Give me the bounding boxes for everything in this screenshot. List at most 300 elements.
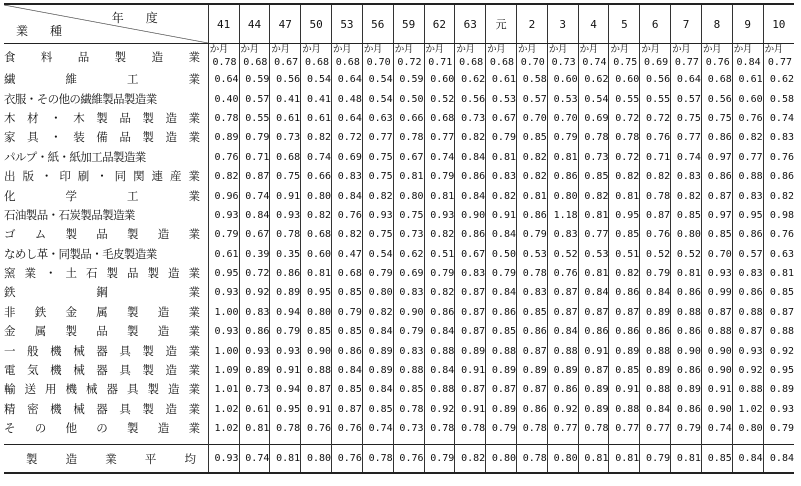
value-cell: 0.59 — [239, 70, 270, 89]
value-cell: 0.82 — [301, 206, 332, 225]
value-cell: 0.74 — [362, 419, 393, 438]
value-cell: 0.93 — [362, 206, 393, 225]
value-cell: 0.60 — [732, 89, 763, 108]
industry-label: 電 気 機 械 器 具 製 造 業 — [4, 363, 200, 378]
value-cell: 0.89 — [671, 380, 702, 399]
value-cell: 0.79 — [671, 419, 702, 438]
table-row — [4, 341, 794, 360]
value-cell: 0.73 — [578, 148, 609, 167]
summary-value-cell: 0.76 — [393, 445, 424, 474]
value-cell: 0.68 — [301, 225, 332, 244]
value-cell: 0.93 — [701, 264, 732, 283]
value-cell: 0.81 — [301, 264, 332, 283]
value-cell: 0.86 — [578, 322, 609, 341]
value-cell: 0.89 — [640, 303, 671, 322]
value-cell: 0.74 — [763, 109, 794, 128]
value-cell: 0.88 — [547, 341, 578, 360]
value-cell: 0.82 — [517, 148, 548, 167]
value-cell: 0.84 — [640, 283, 671, 302]
value-cell: 0.64 — [208, 70, 239, 89]
value-number: 0.77 — [767, 57, 792, 68]
value-cell: 0.57 — [239, 89, 270, 108]
value-cell: 0.78 — [640, 186, 671, 205]
value-cell: 0.87 — [763, 303, 794, 322]
value-cell: 0.93 — [208, 322, 239, 341]
value-number: 0.69 — [644, 57, 669, 68]
value-cell: 0.87 — [732, 322, 763, 341]
value-number: 0.74 — [582, 57, 607, 68]
value-cell: 0.78 — [208, 109, 239, 128]
value-cell: 0.82 — [578, 186, 609, 205]
value-cell: 0.78 — [270, 225, 301, 244]
table-row — [4, 361, 794, 380]
value-cell: 0.81 — [671, 264, 702, 283]
table-row — [4, 225, 794, 244]
value-cell: 0.94 — [270, 303, 301, 322]
value-cell: 0.79 — [424, 264, 455, 283]
value-cell: 0.93 — [763, 400, 794, 419]
value-cell: 0.55 — [239, 109, 270, 128]
table-row — [4, 167, 794, 186]
value-cell: 0.82 — [424, 283, 455, 302]
value-cell: 0.88 — [732, 167, 763, 186]
value-cell: 0.89 — [455, 341, 486, 360]
value-number: 0.72 — [397, 57, 422, 68]
year-header-cell: 56 — [362, 4, 393, 44]
value-cell: 0.61 — [270, 109, 301, 128]
value-cell: 0.80 — [301, 303, 332, 322]
industry-label: そ の 他 の 製 造 業 — [4, 421, 200, 436]
value-cell: 0.87 — [517, 380, 548, 399]
value-cell: 0.81 — [239, 419, 270, 438]
table-row — [4, 303, 794, 322]
value-cell: 0.83 — [455, 264, 486, 283]
value-cell: 0.79 — [393, 322, 424, 341]
value-cell: 0.91 — [301, 400, 332, 419]
value-cell: 0.70 — [701, 245, 732, 264]
value-cell: 0.86 — [270, 264, 301, 283]
value-cell — [547, 44, 578, 71]
corner-year-label: 年度 — [111, 11, 180, 25]
table-row — [4, 44, 794, 71]
value-cell: 0.61 — [486, 70, 517, 89]
table-row — [4, 89, 794, 108]
value-cell: 0.92 — [763, 341, 794, 360]
unit-label: か月 — [487, 44, 506, 55]
value-cell: 0.80 — [732, 419, 763, 438]
unit-label: か月 — [548, 44, 567, 55]
value-cell: 0.70 — [547, 109, 578, 128]
value-cell: 0.74 — [301, 148, 332, 167]
value-cell: 0.86 — [332, 341, 363, 360]
value-cell: 0.69 — [393, 264, 424, 283]
value-cell: 0.85 — [393, 380, 424, 399]
header-row — [4, 4, 794, 44]
summary-value-cell: 0.84 — [763, 445, 794, 474]
industry-label: 鉄 鋼 業 — [4, 285, 200, 300]
value-cell: 0.64 — [332, 70, 363, 89]
value-cell: 0.86 — [547, 380, 578, 399]
value-cell: 0.95 — [609, 206, 640, 225]
value-cell: 0.84 — [640, 400, 671, 419]
value-cell: 0.80 — [301, 186, 332, 205]
value-cell: 0.85 — [332, 380, 363, 399]
value-cell: 0.77 — [547, 419, 578, 438]
corner-header-cell — [4, 4, 208, 44]
value-cell: 0.61 — [732, 70, 763, 89]
value-cell: 0.79 — [486, 419, 517, 438]
value-cell: 0.81 — [578, 264, 609, 283]
value-cell: 0.53 — [578, 245, 609, 264]
value-cell: 0.78 — [609, 128, 640, 147]
value-cell: 0.89 — [486, 400, 517, 419]
value-cell: 0.85 — [332, 322, 363, 341]
value-cell: 0.74 — [239, 186, 270, 205]
value-cell: 1.00 — [208, 303, 239, 322]
value-cell: 0.73 — [270, 128, 301, 147]
value-cell: 0.73 — [393, 419, 424, 438]
value-cell: 0.87 — [332, 400, 363, 419]
value-cell: 0.82 — [517, 167, 548, 186]
value-cell: 0.62 — [393, 245, 424, 264]
value-cell: 0.69 — [332, 148, 363, 167]
industry-label: 出 版 ・ 印 刷 ・ 同 関 連 産 業 — [4, 169, 200, 184]
value-cell: 0.52 — [547, 245, 578, 264]
year-header-cell: 44 — [239, 4, 270, 44]
value-cell: 0.81 — [424, 186, 455, 205]
value-cell: 0.91 — [270, 361, 301, 380]
value-cell: 0.81 — [486, 148, 517, 167]
value-cell: 0.39 — [239, 245, 270, 264]
value-cell: 0.82 — [424, 225, 455, 244]
value-cell: 0.76 — [640, 225, 671, 244]
industry-label: 家 具 ・ 装 備 品 製 造 業 — [4, 130, 200, 145]
industry-label: 石油製品・石炭製品製造業 — [4, 207, 135, 222]
value-cell: 0.93 — [270, 206, 301, 225]
year-header-cell: 8 — [701, 4, 732, 44]
summary-value-cell: 0.81 — [609, 445, 640, 474]
value-cell: 0.88 — [671, 303, 702, 322]
value-cell: 0.85 — [701, 225, 732, 244]
value-cell: 0.78 — [393, 128, 424, 147]
value-cell: 0.82 — [455, 128, 486, 147]
value-cell: 0.95 — [301, 283, 332, 302]
value-cell: 0.75 — [362, 225, 393, 244]
year-header-cell: 53 — [332, 4, 363, 44]
value-cell: 0.78 — [578, 128, 609, 147]
table-body — [4, 44, 794, 474]
industry-label: 衣服・その他の繊維製品製造業 — [4, 91, 157, 106]
value-cell — [609, 44, 640, 71]
value-cell — [732, 44, 763, 71]
value-cell: 0.89 — [547, 361, 578, 380]
value-cell: 0.62 — [455, 70, 486, 89]
value-cell: 0.83 — [332, 167, 363, 186]
summary-value-cell: 0.85 — [701, 445, 732, 474]
value-cell — [701, 44, 732, 71]
value-cell: 0.80 — [547, 186, 578, 205]
table-row — [4, 128, 794, 147]
value-cell: 0.87 — [455, 283, 486, 302]
value-cell — [517, 44, 548, 71]
value-cell: 0.86 — [424, 303, 455, 322]
value-cell: 0.81 — [609, 186, 640, 205]
industry-label: なめし革・同製品・毛皮製造業 — [4, 246, 157, 261]
value-cell: 0.82 — [732, 128, 763, 147]
value-cell — [578, 44, 609, 71]
value-number: 0.77 — [674, 57, 699, 68]
summary-value-cell: 0.81 — [270, 445, 301, 474]
value-cell: 0.58 — [517, 70, 548, 89]
value-cell: 0.78 — [424, 419, 455, 438]
value-cell: 0.93 — [239, 341, 270, 360]
unit-label: か月 — [333, 44, 352, 55]
value-cell: 1.09 — [208, 361, 239, 380]
value-cell: 0.95 — [732, 206, 763, 225]
value-cell: 0.58 — [763, 89, 794, 108]
value-cell: 0.84 — [424, 322, 455, 341]
value-cell: 0.92 — [547, 400, 578, 419]
value-cell: 0.84 — [332, 361, 363, 380]
value-cell: 0.56 — [701, 89, 732, 108]
value-number: 0.76 — [705, 57, 730, 68]
value-cell: 0.79 — [208, 225, 239, 244]
value-cell: 0.89 — [362, 341, 393, 360]
value-cell: 0.83 — [393, 341, 424, 360]
unit-label: か月 — [518, 44, 537, 55]
value-cell: 0.87 — [455, 303, 486, 322]
value-cell: 0.89 — [517, 361, 548, 380]
value-cell: 0.79 — [270, 322, 301, 341]
value-cell: 0.78 — [270, 419, 301, 438]
value-cell: 0.76 — [763, 225, 794, 244]
value-cell: 0.87 — [701, 303, 732, 322]
summary-value-cell: 0.79 — [424, 445, 455, 474]
value-cell: 0.79 — [424, 167, 455, 186]
summary-value-cell: 0.79 — [640, 445, 671, 474]
value-cell — [362, 44, 393, 71]
year-header-cell: 59 — [393, 4, 424, 44]
year-header-cell: 7 — [671, 4, 702, 44]
value-cell: 0.87 — [301, 380, 332, 399]
value-cell: 1.02 — [732, 400, 763, 419]
industry-label: 金 属 製 品 製 造 業 — [4, 324, 200, 339]
value-number: 0.70 — [520, 57, 545, 68]
value-cell: 0.99 — [701, 283, 732, 302]
value-cell: 1.18 — [547, 206, 578, 225]
value-cell: 0.77 — [609, 419, 640, 438]
table-row — [4, 419, 794, 438]
value-cell: 0.85 — [517, 303, 548, 322]
value-cell: 0.82 — [362, 186, 393, 205]
value-cell: 0.85 — [578, 167, 609, 186]
value-cell: 0.82 — [640, 167, 671, 186]
value-cell: 0.81 — [547, 148, 578, 167]
industry-label: 食 料 品 製 造 業 — [4, 49, 200, 64]
value-cell: 0.76 — [732, 109, 763, 128]
value-cell: 0.88 — [424, 380, 455, 399]
value-cell: 0.87 — [547, 303, 578, 322]
value-cell: 0.87 — [455, 380, 486, 399]
unit-label: か月 — [302, 44, 321, 55]
value-cell: 0.61 — [301, 109, 332, 128]
value-cell: 0.54 — [578, 89, 609, 108]
value-cell: 0.74 — [424, 148, 455, 167]
value-cell: 0.53 — [547, 89, 578, 108]
value-cell: 0.52 — [640, 245, 671, 264]
value-cell: 0.95 — [208, 264, 239, 283]
value-cell: 0.79 — [640, 264, 671, 283]
value-cell: 0.86 — [609, 322, 640, 341]
unit-label: か月 — [271, 44, 290, 55]
industry-label: 精 密 機 械 器 具 製 造 業 — [4, 401, 200, 416]
value-cell: 0.79 — [239, 128, 270, 147]
value-cell: 0.85 — [609, 361, 640, 380]
industry-label: 化 学 工 業 — [4, 188, 200, 203]
value-cell: 0.86 — [763, 167, 794, 186]
value-cell: 0.88 — [701, 322, 732, 341]
value-number: 0.70 — [366, 57, 391, 68]
unit-label: か月 — [672, 44, 691, 55]
unit-label: か月 — [240, 44, 259, 55]
value-cell: 0.84 — [332, 186, 363, 205]
value-cell: 1.02 — [208, 419, 239, 438]
value-cell: 0.82 — [609, 167, 640, 186]
value-cell: 0.74 — [671, 148, 702, 167]
value-cell: 0.54 — [301, 70, 332, 89]
value-cell: 0.66 — [301, 167, 332, 186]
value-cell: 0.90 — [701, 341, 732, 360]
summary-value-cell: 0.81 — [671, 445, 702, 474]
value-cell: 0.51 — [609, 245, 640, 264]
year-header-cell: 5 — [609, 4, 640, 44]
value-cell — [763, 44, 794, 71]
value-cell: 0.89 — [208, 128, 239, 147]
value-cell: 0.56 — [640, 70, 671, 89]
value-cell: 0.63 — [362, 109, 393, 128]
value-cell: 0.76 — [763, 148, 794, 167]
value-cell: 0.89 — [763, 380, 794, 399]
value-cell — [640, 44, 671, 71]
value-cell: 0.88 — [640, 341, 671, 360]
value-cell: 0.83 — [732, 264, 763, 283]
value-cell: 0.57 — [517, 89, 548, 108]
value-cell: 0.82 — [486, 186, 517, 205]
value-cell: 0.86 — [517, 322, 548, 341]
value-cell: 0.53 — [486, 89, 517, 108]
value-cell — [424, 44, 455, 71]
table-row — [4, 400, 794, 419]
value-cell: 0.73 — [239, 380, 270, 399]
value-cell: 1.01 — [208, 380, 239, 399]
value-cell: 0.87 — [547, 283, 578, 302]
value-cell: 0.90 — [455, 206, 486, 225]
value-cell — [332, 44, 363, 71]
summary-value-cell: 0.76 — [332, 445, 363, 474]
value-cell: 0.86 — [701, 128, 732, 147]
value-cell: 0.87 — [517, 341, 548, 360]
summary-value-cell: 0.84 — [732, 445, 763, 474]
value-cell: 0.83 — [393, 283, 424, 302]
value-cell: 0.86 — [671, 400, 702, 419]
value-cell: 0.84 — [486, 283, 517, 302]
value-cell: 0.41 — [301, 89, 332, 108]
value-cell: 0.92 — [732, 361, 763, 380]
value-cell: 0.68 — [701, 70, 732, 89]
value-cell: 0.75 — [362, 167, 393, 186]
table-row — [4, 109, 794, 128]
value-number: 0.73 — [551, 57, 576, 68]
table-row — [4, 186, 794, 205]
value-cell: 0.89 — [578, 380, 609, 399]
value-cell: 0.93 — [208, 206, 239, 225]
value-cell: 0.87 — [455, 322, 486, 341]
value-cell: 0.68 — [424, 109, 455, 128]
value-cell: 0.64 — [671, 70, 702, 89]
value-cell: 0.88 — [732, 380, 763, 399]
value-cell: 0.69 — [578, 109, 609, 128]
unit-label: か月 — [641, 44, 660, 55]
value-cell: 0.91 — [486, 206, 517, 225]
industry-label: 繊 維 工 業 — [4, 72, 200, 87]
value-cell: 0.51 — [424, 245, 455, 264]
value-cell: 0.82 — [362, 303, 393, 322]
value-cell: 0.75 — [393, 206, 424, 225]
value-cell: 0.54 — [362, 70, 393, 89]
value-cell — [239, 44, 270, 71]
value-cell: 0.88 — [763, 322, 794, 341]
value-cell: 0.61 — [208, 245, 239, 264]
value-cell: 0.76 — [332, 206, 363, 225]
value-cell: 0.80 — [393, 186, 424, 205]
value-cell: 0.78 — [578, 419, 609, 438]
value-cell: 0.91 — [455, 361, 486, 380]
year-header-cell: 2 — [517, 4, 548, 44]
value-cell: 0.86 — [671, 361, 702, 380]
value-cell: 0.77 — [732, 148, 763, 167]
unit-label: か月 — [363, 44, 382, 55]
value-cell: 0.78 — [517, 419, 548, 438]
value-cell: 0.60 — [301, 245, 332, 264]
value-cell: 0.35 — [270, 245, 301, 264]
value-cell: 0.86 — [671, 283, 702, 302]
value-cell: 0.56 — [270, 70, 301, 89]
value-cell: 0.55 — [609, 89, 640, 108]
value-cell: 0.79 — [517, 225, 548, 244]
value-cell: 0.86 — [455, 167, 486, 186]
value-cell: 0.86 — [517, 206, 548, 225]
value-cell: 0.76 — [547, 264, 578, 283]
value-cell: 0.87 — [239, 167, 270, 186]
value-cell: 0.78 — [455, 419, 486, 438]
value-cell: 0.72 — [239, 264, 270, 283]
value-cell: 0.90 — [701, 400, 732, 419]
value-cell: 0.84 — [547, 322, 578, 341]
value-cell: 0.76 — [208, 148, 239, 167]
value-cell: 0.77 — [640, 419, 671, 438]
value-cell: 0.81 — [578, 206, 609, 225]
unit-label: か月 — [425, 44, 444, 55]
value-number: 0.67 — [274, 57, 299, 68]
year-header-cell: 50 — [301, 4, 332, 44]
year-header-cell: 62 — [424, 4, 455, 44]
value-cell: 0.54 — [362, 245, 393, 264]
value-cell: 0.84 — [455, 186, 486, 205]
summary-value-cell: 0.82 — [455, 445, 486, 474]
year-header-cell: 10 — [763, 4, 794, 44]
value-cell: 0.92 — [424, 400, 455, 419]
value-cell: 0.86 — [239, 322, 270, 341]
